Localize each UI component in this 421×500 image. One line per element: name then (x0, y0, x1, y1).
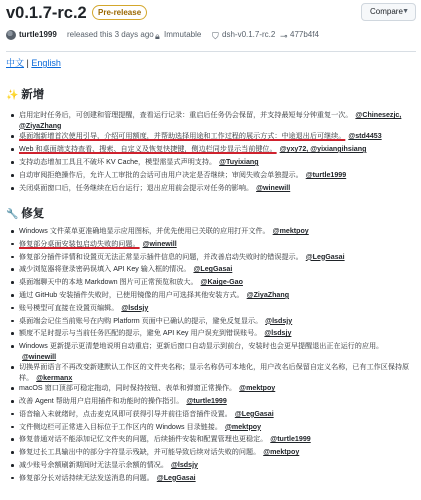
section-new-heading (6, 88, 44, 103)
list-item: Windows 更新提示更清楚地说明自动重启；更新后窗口自动显示到前台，安装时也会更早提醒退出正在运行的应用。@winewill (6, 341, 418, 362)
divider (6, 51, 416, 52)
lang-zh-link[interactable]: 中文 (6, 58, 25, 68)
list-item: 通过 GitHub 安装插件失败时，已使用镜像的用户可选择其他安装方式。 @ZiyaZhang (6, 290, 418, 303)
mention-link[interactable]: @std4453 (348, 132, 382, 140)
mention-link[interactable]: @kermanx (36, 373, 73, 382)
author-link[interactable]: turtle1999 (19, 30, 57, 39)
list-item: 减少账号余额刷新期间时无法显示余额的情况。 @lsdsjy (6, 460, 418, 473)
lock-icon: 🔒︎ (155, 31, 160, 41)
commit-icon: ⊸ (280, 31, 288, 41)
list-item: 修复过长工具输出中的部分字符显示残缺，并可能导致后续对话失败的问题。 @mektpoy (6, 447, 418, 460)
mention-link[interactable]: @turtle1999 (186, 396, 227, 405)
mention-link[interactable]: @LegGasai (305, 252, 345, 261)
list-item: 额度不足时提示与当前任务匹配的提示，避免 API Key 用户误充到错误账号。 @lsdsjy (6, 328, 418, 341)
mention-link[interactable]: @ZiyaZhang (246, 290, 290, 299)
wrench-icon: 🔧 (6, 209, 19, 220)
mention-link[interactable]: @mektpoy (272, 227, 309, 235)
compare-label: Compare (370, 7, 403, 16)
mention-link[interactable]: @Chinesezjc, @ZiyaZhang (19, 111, 402, 130)
mention-link[interactable]: @lsdsjy (170, 460, 198, 469)
list-item: Windows 文件菜单更准确地显示应用图标，并优先使用已关联的应用打开文件。 @mektpoy (6, 226, 418, 239)
list-item: 修复部分桌面安装包启动失败的问题。 @winewill (6, 239, 418, 252)
list-item: 桌面端会记住当前账号在内购 Platform 页面中已确认的提示，避免反复显示。 @lsdsjy (6, 316, 418, 329)
language-switcher (6, 57, 61, 69)
tag-link[interactable]: dsh-v0.1.7-rc.2 (222, 30, 276, 39)
released-text: released this 3 days ago (67, 30, 154, 39)
release-meta (6, 28, 416, 42)
list-item: 自动审阅拒绝操作后，允许人工审批的会话可由用户决定是否继续；审阅失败会单独提示。 @turtle1999 (6, 170, 418, 183)
chevron-down-icon: ▼ (402, 8, 409, 15)
mention-link[interactable]: @yxy72, @yixiangihsiang (279, 145, 367, 153)
lang-en-link[interactable]: English (31, 58, 61, 68)
mention-link[interactable]: @Kaige-Gao (200, 278, 243, 287)
prerelease-badge: Pre-release (92, 5, 147, 20)
section-fix-heading (6, 207, 44, 222)
mention-link[interactable]: @turtle1999 (270, 435, 311, 444)
section-fix-title: 修复 (21, 208, 45, 220)
list-item: 启用定时任务后，可创建和管理提醒，查看运行记录：重启后任务仍会保留，并支持最短每分钟重复一次。 @Chinesezjc, @ZiyaZhang (6, 110, 418, 131)
section-new-title: 新增 (21, 89, 45, 101)
immutable-label: Immutable (164, 30, 202, 39)
mention-link[interactable]: @winewill (142, 239, 177, 248)
list-item: 支持动态增加工具且不破坏 KV Cache，模型需显式声明支持。 @Tuyixiang (6, 157, 418, 170)
mention-link[interactable]: @LegGasai (234, 409, 274, 418)
compare-button[interactable] (361, 3, 416, 21)
list-item: 改善 Agent 帮助用户启用插件和功能时的操作指引。 @turtle1999 (6, 396, 418, 409)
commit-link[interactable]: 477b4f4 (290, 30, 319, 39)
list-item: 关闭桌面窗口后，任务继续在后台运行；退出应用前会提示对任务的影响。 @winewill (6, 183, 418, 196)
list-item: 切换界面语言不再改变新建默认工作区的文件夹名称；显示名称仍可本地化，用户改名后保留自定义名称，已有工作区保持原样。 @kermanx (6, 362, 418, 383)
mention-link[interactable]: @winewill (22, 352, 57, 361)
mention-link[interactable]: @lsdsjy (121, 303, 149, 312)
sparkles-icon: ✨ (6, 90, 19, 101)
avatar[interactable] (6, 30, 16, 40)
mention-link[interactable]: @mektpoy (263, 448, 300, 457)
new-items-list (6, 110, 418, 196)
fix-items-list (6, 226, 418, 486)
mention-link[interactable]: @Tuyixiang (219, 158, 259, 166)
tag-icon: ⛉ (212, 31, 219, 41)
mention-link[interactable]: @mektpoy (224, 422, 262, 431)
release-title: v0.1.7-rc.2 (6, 4, 87, 22)
list-item: 修复普通对话不能添加记忆文件夹的问题，后续插件安装和配置管理也更稳定。 @turtle1999 (6, 434, 418, 447)
list-item: macOS 窗口顶部可稳定拖动，同时保持按钮、表单和弹窗正常操作。 @mektpoy (6, 383, 418, 396)
mention-link[interactable]: @lsdsjy (264, 329, 292, 338)
mention-link[interactable]: @lsdsjy (265, 316, 293, 325)
lang-separator: | (24, 58, 32, 68)
list-item: 桌面端聊天中的本地 Markdown 图片可正常预览和放大。 @Kaige-Gao (6, 277, 418, 290)
mention-link[interactable]: @winewill (256, 184, 291, 192)
list-item: 减少浏览器将登录密码误填入 API Key 输入框的情况。 @LegGasai (6, 264, 418, 277)
list-item: 修复部分插件详情和设置页无法正常显示插件信息的问题，并改善启动失败时的错误提示。 @LegGasai (6, 252, 418, 265)
mention-link[interactable]: @turtle1999 (305, 171, 347, 179)
list-item: 账号模型可直接在设置页编辑。 @lsdsjy (6, 303, 418, 316)
list-item: 语音输入未就绪时，点击麦克风即可获得引导并前往语音插件设置。 @LegGasai (6, 409, 418, 422)
list-item: 修复部分长对话持续无法发送消息的问题。 @LegGasai (6, 473, 418, 486)
list-item: 桌面端新增首次使用引导，介绍可用额度，并帮助选择用途和工作过程的展示方式：中途退出后可继续。 @std4453 (6, 131, 418, 144)
list-item: 文件侧边栏可正常进入目标位于工作区内的 Windows 目录链接。 @mektpoy (6, 422, 418, 435)
mention-link[interactable]: @LegGasai (156, 473, 196, 482)
mention-link[interactable]: @LegGasai (193, 265, 233, 274)
release-header (6, 2, 416, 26)
list-item: Web 和桌面端支持查看、搜索、自定义及恢复快捷键，侧边栏同步显示当前键位。 @yxy72, @yixiangihsiang (6, 144, 418, 157)
mention-link[interactable]: @mektpoy (239, 384, 276, 393)
